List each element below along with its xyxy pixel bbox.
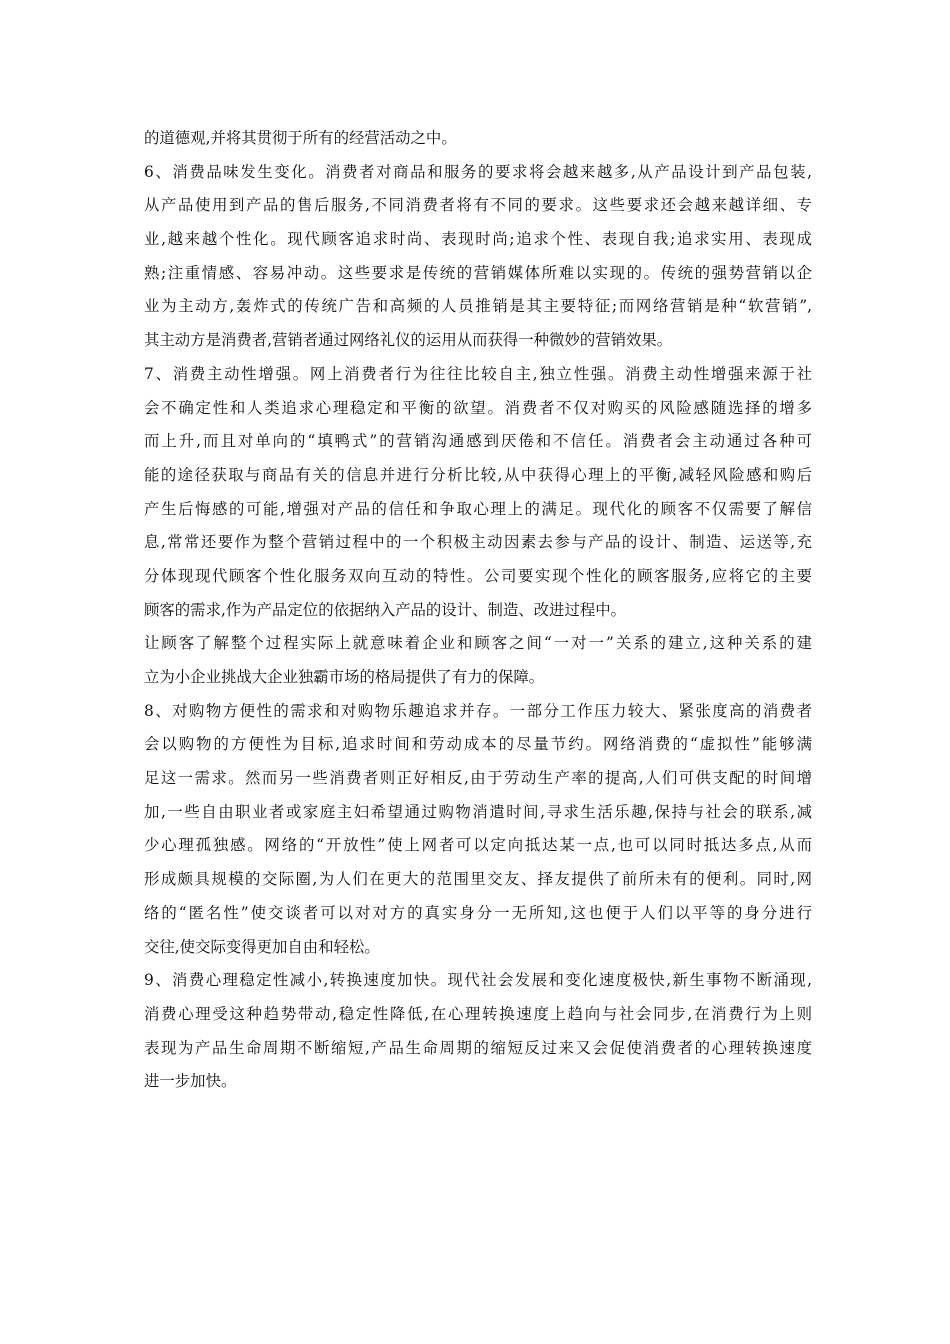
text-line: 让顾客了解整个过程实际上就意味着企业和顾客之间“一对一”关系的建立,这种关系的建 [144,634,812,653]
text-line: 业,越来越个性化。现代顾客追求时尚、表现时尚;追求个性、表现自我;追求实用、表现成 [144,230,812,249]
text-line: 表现为产品生命周期不断缩短,产品生命周期的缩短反过来又会促使消费者的心理转换速度 [144,1038,812,1057]
text-line: 进一步加快。 [144,1072,237,1091]
text-line: 会以购物的方便性为目标,追求时间和劳动成本的尽量节约。网络消费的“虚拟性”能够满 [144,735,812,754]
text-line: 6、消费品味发生变化。消费者对商品和服务的要求将会越来越多,从产品设计到产品包装, [144,162,812,181]
text-line: 业为主动方,轰炸式的传统广告和高频的人员推销是其主要特征;而网络营销是种“软营销”, [144,297,812,316]
text-line: 产生后悔感的可能,增强对产品的信任和争取心理上的满足。现代化的顾客不仅需要了解信 [144,499,812,518]
text-line: 8、对购物方便性的需求和对购物乐趣追求并存。一部分工作压力较大、紧张度高的消费者 [144,701,812,720]
text-line: 熟;注重情感、容易冲动。这些要求是传统的营销媒体所难以实现的。传统的强势营销以企 [144,263,812,282]
text-line: 会不确定性和人类追求心理稳定和平衡的欲望。消费者不仅对购买的风险感随选择的增多 [144,398,812,417]
text-line: 交往,使交际变得更加自由和轻松。 [144,937,380,956]
text-line: 其主动方是消费者,营销者通过网络礼仪的运用从而获得一种微妙的营销效果。 [144,331,673,350]
text-line: 9、消费心理稳定性减小,转换速度加快。现代社会发展和变化速度极快,新生事物不断涌现, [144,971,812,990]
text-line: 立为小企业挑战大企业独霸市场的格局提供了有力的保障。 [144,668,545,686]
text-line: 7、消费主动性增强。网上消费者行为往往比较自主,独立性强。消费主动性增强来源于社 [144,364,812,383]
text-line: 而上升,而且对单向的“填鸭式”的营销沟通感到厌倦和不信任。消费者会主动通过各种可 [144,432,812,451]
text-line: 络的“匿名性”使交谈者可以对对方的真实身分一无所知,这也便于人们以平等的身分进行 [144,903,812,922]
text-line: 消费心理受这种趋势带动,稳定性降低,在心理转换速度上趋向与社会同步,在消费行为上则 [144,1004,812,1023]
text-line: 从产品使用到产品的售后服务,不同消费者将有不同的要求。这些要求还会越来越详细、专 [144,196,812,215]
document-body [144,122,812,1099]
text-line: 顾客的需求,作为产品定位的依据纳入产品的设计、制造、改进过程中。 [144,600,627,619]
text-line: 少心理孤独感。网络的“开放性”使上网者可以定向抵达某一点,也可以同时抵达多点,从而 [144,836,812,855]
text-line: 息,常常还要作为整个营销过程中的一个积极主动因素去参与产品的设计、制造、运送等,充 [144,533,812,552]
text-line: 形成颇具规模的交际圈,为人们在更大的范围里交友、择友提供了前所未有的便利。同时,网 [144,870,812,889]
text-line: 分体现现代顾客个性化服务双向互动的特性。公司要实现个性化的顾客服务,应将它的主要 [144,566,812,585]
text-line: 加,一些自由职业者或家庭主妇希望通过购物消遣时间,寻求生活乐趣,保持与社会的联系,减 [144,802,812,821]
text-line: 能的途径获取与商品有关的信息并进行分析比较,从中获得心理上的平衡,减轻风险感和购后 [144,465,812,484]
text-line: 的道德观,并将其贯彻于所有的经营活动之中。 [144,129,457,147]
text-line: 足这一需求。然而另一些消费者则正好相反,由于劳动生产率的提高,人们可供支配的时间增 [144,769,812,788]
